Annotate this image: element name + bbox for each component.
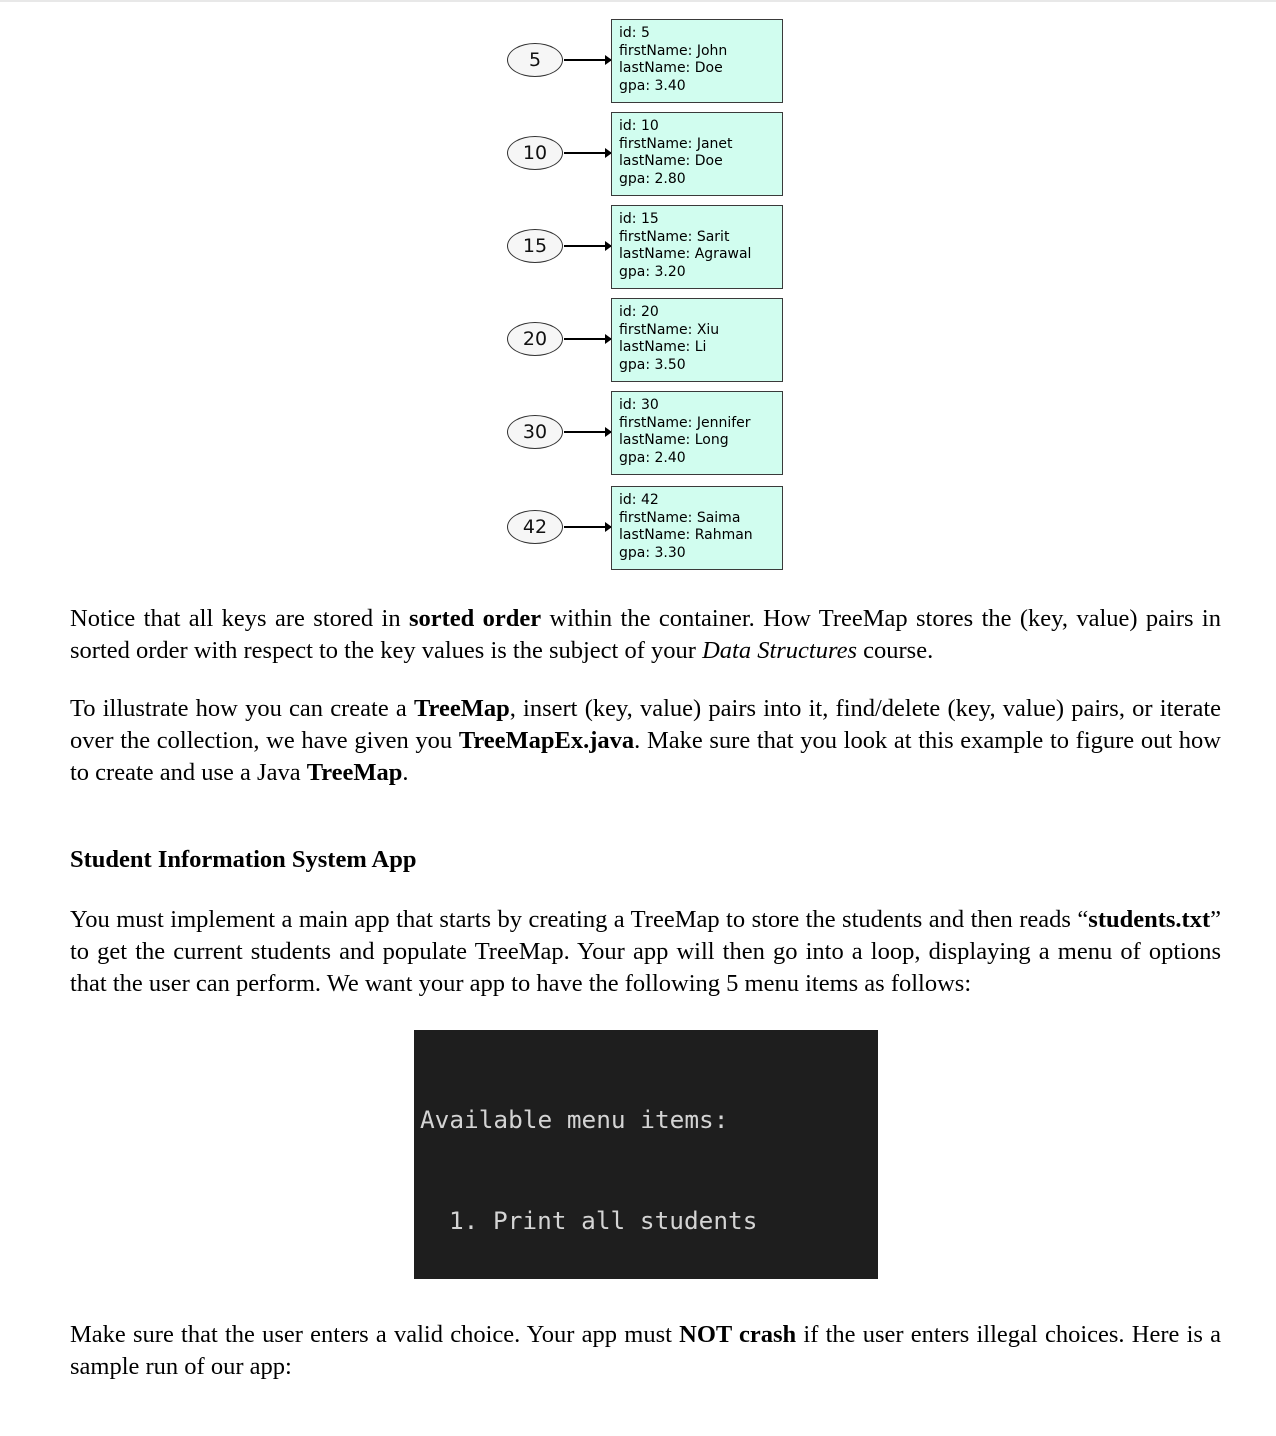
record-id: id: 5 [619,25,650,41]
paragraph-valid-choice [70,1319,1221,1383]
section-heading: Student Information System App [70,846,417,873]
treemap-entry [507,112,787,196]
record-first-name: firstName: Janet [619,135,733,152]
arrow-icon [564,245,611,247]
arrow-icon [564,59,611,61]
key-node: 10 [507,136,563,170]
record-id: id: 30 [619,397,659,413]
record-id: id: 42 [619,492,659,508]
text: ” to get the current students and populate TreeMap. Your app will then go into a loop, displaying a menu of options that the user can perform. We want your app to have the following 5 menu items as follows: [70,906,1221,997]
menu-item: 1. Print all students [449,1205,758,1235]
record-id: id: 10 [619,118,659,134]
text: course. [857,637,934,664]
record-last-name: lastName: Agrawal [619,246,752,263]
key-node: 30 [507,415,563,449]
record-gpa: gpa: 2.80 [619,170,686,187]
record-gpa: gpa: 3.40 [619,77,686,94]
record-last-name: lastName: Doe [619,153,723,170]
text: To illustrate how you can create a [70,695,415,722]
student-record [611,486,783,570]
record-id: id: 15 [619,211,659,227]
key-node: 5 [507,43,563,77]
treemap-diagram [0,0,1276,580]
text: You must implement a main app that starts by creating a TreeMap to store the students and then reads “ [70,906,1089,933]
record-gpa: gpa: 2.40 [619,449,686,466]
arrow-icon [564,152,611,154]
text: . Make sure that you look at this example to figure out how to create and use a Java [70,727,1221,786]
record-gpa: gpa: 3.20 [619,263,686,280]
text: Notice that all keys are stored in [70,605,409,632]
record-first-name: firstName: Sarit [619,228,730,245]
arrow-icon [564,526,611,528]
student-record [611,391,783,475]
paragraph-sorted-order [70,603,1221,667]
text: Make sure that the user enters a valid choice. Your app must [70,1321,680,1348]
treemap-entry [507,486,787,570]
key-node: 15 [507,229,563,263]
student-record [611,19,783,103]
student-record [611,205,783,289]
student-record [611,298,783,382]
arrow-icon [564,431,611,433]
bold-text: students.txt [1088,906,1211,933]
console-header: Available menu items: [420,1104,729,1134]
treemap-entry [507,391,787,475]
text: , insert (key, value) pairs into it, find/delete (key, value) pairs, or iterate over the collection, we have given you [70,695,1221,754]
text: if the user enters illegal choices. Here is a sample run of our app: [70,1321,1222,1380]
paragraph-treemap-example [70,693,1221,789]
bold-text: sorted order [408,605,542,632]
record-gpa: gpa: 3.30 [619,544,686,561]
record-last-name: lastName: Li [619,339,707,356]
record-last-name: lastName: Doe [619,60,723,77]
bold-text: TreeMap [306,759,403,786]
record-first-name: firstName: Jennifer [619,414,751,431]
treemap-entry [507,205,787,289]
key-node: 20 [507,322,563,356]
bold-text: TreeMapEx.java [458,727,635,754]
treemap-entry [507,19,787,103]
student-record [611,112,783,196]
text: . [402,759,409,786]
record-last-name: lastName: Rahman [619,527,753,544]
record-id: id: 20 [619,304,659,320]
italic-text: Data Structures [702,637,857,664]
record-first-name: firstName: John [619,42,728,59]
record-first-name: firstName: Xiu [619,321,720,338]
console-menu [414,1030,878,1279]
bold-text: TreeMap [414,695,510,722]
record-first-name: firstName: Saima [619,509,741,526]
record-gpa: gpa: 3.50 [619,356,686,373]
paragraph-main-app [70,904,1221,1000]
arrow-icon [564,338,611,340]
treemap-entry [507,298,787,382]
record-last-name: lastName: Long [619,432,729,449]
key-node: 42 [507,510,563,544]
text: within the container. How TreeMap stores the (key, value) pairs in sorted order with respect to the key values is the subject of your [70,605,1221,664]
bold-text: NOT crash [679,1321,797,1348]
